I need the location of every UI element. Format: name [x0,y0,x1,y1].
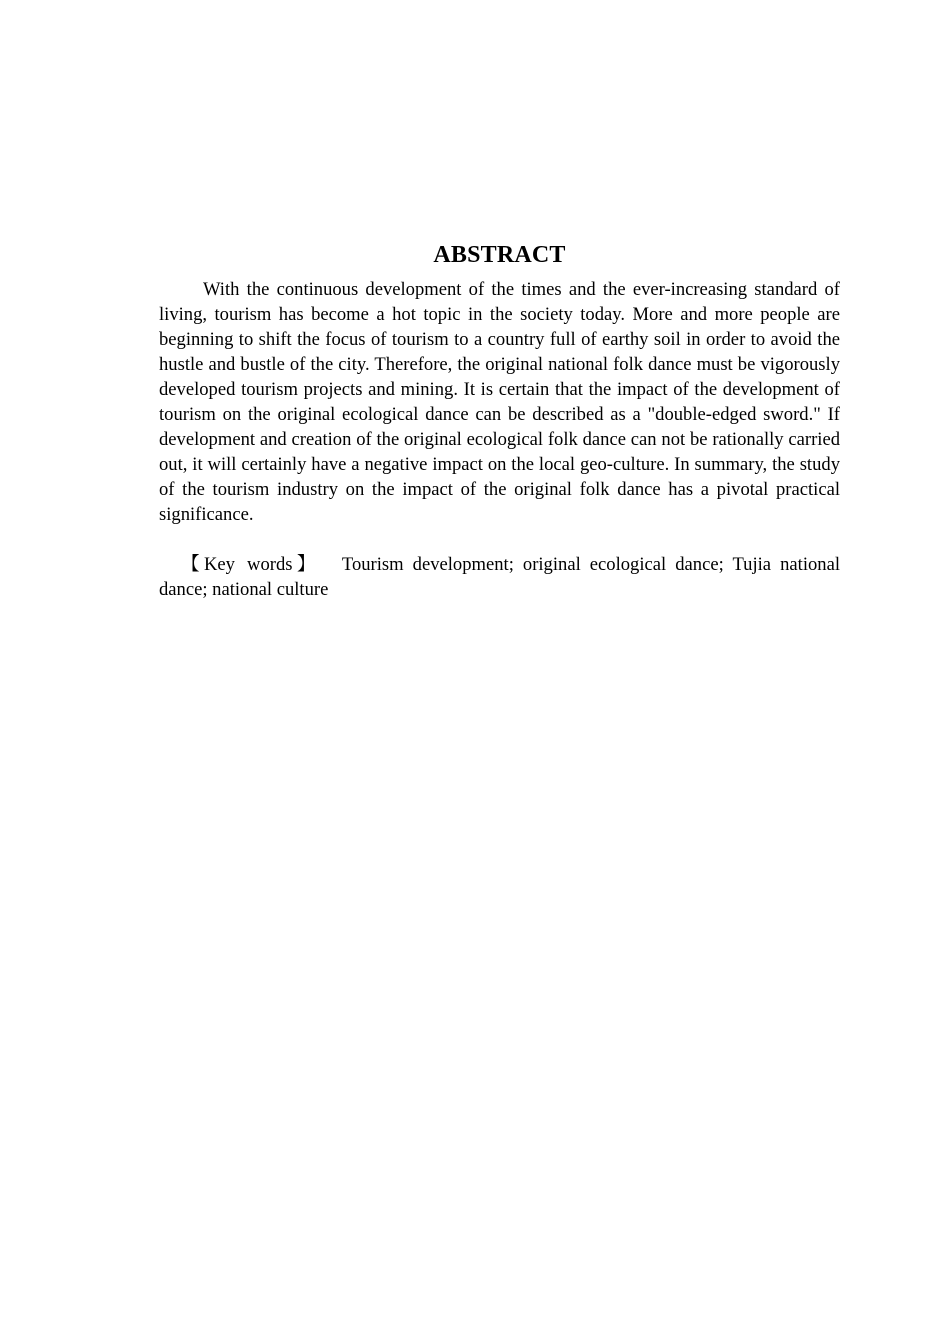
abstract-section [159,238,840,602]
keywords-label: 【Key words】 [181,554,320,575]
keywords-text: Tourism development; original ecological dance; Tujia national dance; national culture [159,554,841,600]
abstract-title: ABSTRACT [433,242,566,268]
keywords-line [159,552,840,602]
abstract-paragraph: With the continuous development of the times and the ever-increasing standard of living, tourism has become a hot topic in the society today. More and more people are beginning to shift the focus of tourism to a country full of earthy soil in order to avoid the hustle and bustle of the city. Therefore, the original national folk dance must be vigorously developed tourism projects and mining. It is certain that the impact of the development of tourism on the original ecological dance can be described as a "double-edged sword." If development and creation of the original ecological folk dance can not be rationally carried out, it will certainly have a negative impact on the local geo-culture. In summary, the study of the tourism industry on the impact of the original folk dance has a pivotal practical significance. [159,279,840,525]
